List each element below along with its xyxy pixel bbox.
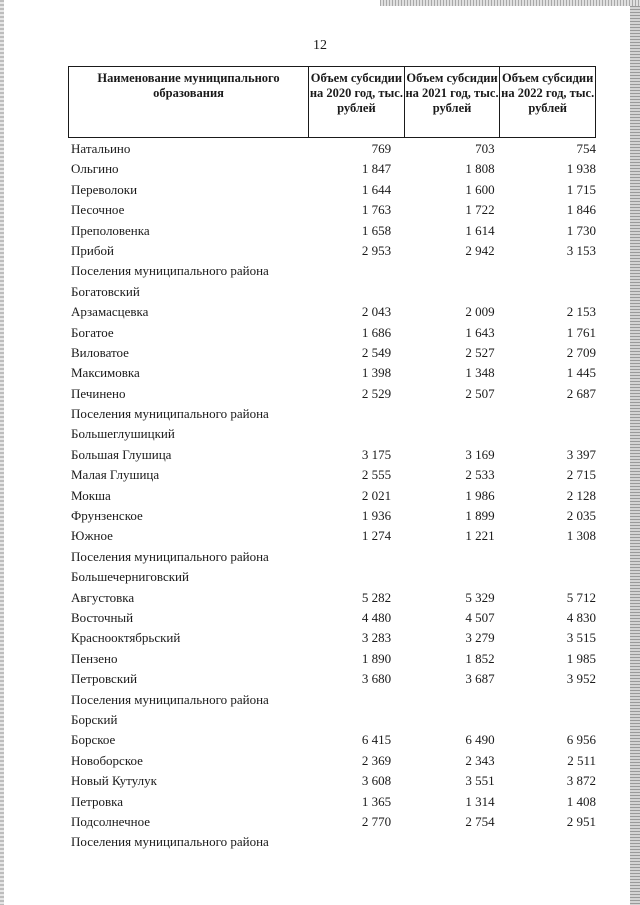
row-value-2022: 1 308 xyxy=(566,528,596,544)
row-name: Восточный xyxy=(71,609,134,625)
row-value-2021: 3 169 xyxy=(465,446,495,462)
row-value-2022: 2 951 xyxy=(566,813,596,829)
table-row xyxy=(68,302,596,322)
row-value-2020: 1 274 xyxy=(361,528,392,544)
row-value-2020: 2 529 xyxy=(361,385,392,401)
row-value-2022: 3 397 xyxy=(566,446,596,462)
row-value-2021: 3 279 xyxy=(465,630,495,646)
row-value-2022: 1 715 xyxy=(566,181,596,197)
table-row xyxy=(68,323,596,343)
header-2022: Объем субсидии на 2022 год, тыс. рублей xyxy=(499,67,595,137)
row-value-2020: 2 369 xyxy=(361,752,392,768)
scan-edge-top xyxy=(380,0,640,6)
row-name: Новоборское xyxy=(71,752,143,768)
row-value-2020: 1 658 xyxy=(361,222,392,238)
row-name: Большеглушицкий xyxy=(71,426,175,442)
row-value-2022: 2 153 xyxy=(566,304,596,320)
row-value-2022: 2 687 xyxy=(566,385,596,401)
row-name: Печинено xyxy=(71,385,126,401)
row-value-2022 xyxy=(501,710,596,730)
row-value-2021: 2 507 xyxy=(465,385,495,401)
row-value-2022: 2 715 xyxy=(566,467,596,483)
row-value-2021: 3 687 xyxy=(465,671,495,687)
row-value-2020: 2 770 xyxy=(361,813,392,829)
table-row xyxy=(68,628,596,648)
table-row xyxy=(68,526,596,546)
row-name: Преполовенка xyxy=(71,222,150,238)
table-row xyxy=(68,404,596,424)
table-row xyxy=(68,424,596,444)
row-value-2022: 3 515 xyxy=(566,630,596,646)
row-name: Поселения муниципального района xyxy=(71,406,269,422)
row-value-2021: 6 490 xyxy=(465,732,495,748)
row-value-2020: 2 043 xyxy=(361,304,392,320)
table-row xyxy=(68,159,596,179)
row-value-2022 xyxy=(501,282,596,302)
row-name: Поселения муниципального района xyxy=(71,834,269,850)
row-value-2020: 6 415 xyxy=(361,732,392,748)
scan-edge-right xyxy=(630,0,640,905)
row-value-2022: 1 445 xyxy=(566,365,596,381)
row-value-2022: 3 872 xyxy=(566,773,596,789)
row-value-2022: 1 985 xyxy=(566,650,596,666)
row-name: Борское xyxy=(71,732,116,748)
row-value-2020: 1 644 xyxy=(361,181,392,197)
row-name: Натальино xyxy=(71,141,131,156)
row-value-2021: 2 533 xyxy=(465,467,495,483)
row-name: Прибой xyxy=(71,242,114,258)
row-name: Поселения муниципального района xyxy=(71,691,269,707)
row-value-2021: 1 852 xyxy=(465,650,495,666)
row-name: Переволоки xyxy=(71,181,138,197)
row-value-2021 xyxy=(405,424,500,444)
row-value-2022 xyxy=(501,424,596,444)
table-row xyxy=(68,200,596,220)
table-row xyxy=(68,139,596,159)
row-value-2021: 1 221 xyxy=(465,528,495,544)
row-value-2021 xyxy=(405,282,500,302)
row-value-2022: 4 830 xyxy=(566,609,596,625)
row-name: Подсолнечное xyxy=(71,813,151,829)
row-value-2021: 2 343 xyxy=(465,752,495,768)
table-row xyxy=(68,363,596,383)
row-name: Пензено xyxy=(71,650,118,666)
table-row xyxy=(68,690,596,710)
row-value-2021: 1 348 xyxy=(465,365,495,381)
row-name: Богатовский xyxy=(71,283,140,299)
table-body xyxy=(68,139,596,853)
row-name: Фрунзенское xyxy=(71,508,143,524)
row-name: Максимовка xyxy=(71,365,140,381)
row-value-2021: 2 754 xyxy=(465,813,495,829)
row-value-2020 xyxy=(310,424,406,444)
row-value-2020 xyxy=(310,832,406,852)
row-value-2020: 769 xyxy=(371,141,392,156)
row-value-2021: 1 899 xyxy=(465,508,495,524)
row-value-2021: 2 009 xyxy=(465,304,495,320)
row-name: Поселения муниципального района xyxy=(71,548,269,564)
table-row xyxy=(68,832,596,852)
row-value-2021 xyxy=(405,567,500,587)
row-value-2022: 1 730 xyxy=(566,222,596,238)
row-name: Петровка xyxy=(71,793,124,809)
row-value-2022: 5 712 xyxy=(566,589,596,605)
row-value-2020: 1 365 xyxy=(361,793,392,809)
row-name: Мокша xyxy=(71,487,111,503)
row-value-2021: 3 551 xyxy=(465,773,495,789)
row-name: Краснооктябрьский xyxy=(71,630,181,646)
row-name: Петровский xyxy=(71,671,138,687)
row-value-2020: 1 398 xyxy=(361,365,392,381)
row-value-2020 xyxy=(310,261,406,281)
row-value-2020: 4 480 xyxy=(361,609,392,625)
row-value-2020: 1 686 xyxy=(361,324,392,340)
row-value-2022 xyxy=(501,547,596,567)
row-value-2021 xyxy=(405,404,500,424)
row-value-2021 xyxy=(405,547,500,567)
row-value-2020: 3 175 xyxy=(361,446,392,462)
row-value-2020: 1 847 xyxy=(361,161,392,177)
scan-edge-left xyxy=(0,0,4,905)
row-value-2022: 6 956 xyxy=(566,732,596,748)
table-row xyxy=(68,547,596,567)
row-name: Виловатое xyxy=(71,344,129,360)
row-value-2020 xyxy=(310,690,406,710)
row-value-2020 xyxy=(310,710,406,730)
row-value-2022: 3 153 xyxy=(566,242,596,258)
table-row xyxy=(68,751,596,771)
row-value-2020 xyxy=(310,282,406,302)
row-value-2022: 1 761 xyxy=(566,324,596,340)
row-value-2020 xyxy=(310,547,406,567)
table-row xyxy=(68,343,596,363)
table-row xyxy=(68,180,596,200)
row-name: Южное xyxy=(71,528,113,544)
table-row xyxy=(68,730,596,750)
header-2020: Объем субсидии на 2020 год, тыс. рублей xyxy=(308,67,404,137)
row-value-2022 xyxy=(501,690,596,710)
row-value-2020: 1 890 xyxy=(361,650,392,666)
row-name: Малая Глушица xyxy=(71,467,160,483)
row-value-2020: 1 763 xyxy=(361,202,392,218)
row-name: Борский xyxy=(71,711,118,727)
table-row xyxy=(68,649,596,669)
header-name: Наименование муниципального образования xyxy=(97,71,280,100)
row-name: Большечерниговский xyxy=(71,569,189,585)
row-value-2020 xyxy=(310,404,406,424)
row-name: Ольгино xyxy=(71,161,119,177)
row-name: Песочное xyxy=(71,202,125,218)
table-row xyxy=(68,506,596,526)
row-value-2022: 2 035 xyxy=(566,508,596,524)
row-value-2021: 1 643 xyxy=(465,324,495,340)
header-2021: Объем субсидии на 2021 год, тыс. рублей xyxy=(404,67,500,137)
row-value-2022 xyxy=(501,404,596,424)
row-value-2020: 2 549 xyxy=(361,344,392,360)
table-row xyxy=(68,241,596,261)
row-value-2022: 2 128 xyxy=(566,487,596,503)
row-name: Августовка xyxy=(71,589,135,605)
row-value-2020: 2 953 xyxy=(361,242,392,258)
table-row xyxy=(68,282,596,302)
row-value-2020 xyxy=(310,567,406,587)
table-row xyxy=(68,771,596,791)
row-value-2021: 703 xyxy=(475,141,495,156)
table-row xyxy=(68,445,596,465)
table-row xyxy=(68,221,596,241)
row-value-2022: 1 846 xyxy=(566,202,596,218)
row-value-2022: 1 938 xyxy=(566,161,596,177)
row-value-2020: 3 608 xyxy=(361,773,392,789)
row-value-2020: 1 936 xyxy=(361,508,392,524)
row-value-2022: 2 709 xyxy=(566,344,596,360)
table-row xyxy=(68,384,596,404)
row-value-2022: 754 xyxy=(576,141,596,156)
table-row xyxy=(68,588,596,608)
row-name: Большая Глушица xyxy=(71,446,172,462)
table-row xyxy=(68,608,596,628)
page-number: 12 xyxy=(313,38,327,53)
row-value-2021: 4 507 xyxy=(465,609,495,625)
table-row xyxy=(68,792,596,812)
table-header xyxy=(68,66,596,138)
row-value-2021: 1 808 xyxy=(465,161,495,177)
row-value-2021: 1 986 xyxy=(465,487,495,503)
row-value-2021: 1 722 xyxy=(465,202,495,218)
table-row xyxy=(68,486,596,506)
table-row xyxy=(68,710,596,730)
row-value-2021 xyxy=(405,710,500,730)
row-name: Арзамасцевка xyxy=(71,304,149,320)
row-value-2020: 2 021 xyxy=(361,487,392,503)
row-value-2021 xyxy=(405,261,500,281)
row-value-2020: 3 283 xyxy=(361,630,392,646)
row-value-2021 xyxy=(405,690,500,710)
row-value-2022: 3 952 xyxy=(566,671,596,687)
row-value-2020: 5 282 xyxy=(361,589,392,605)
table-row xyxy=(68,465,596,485)
row-value-2022 xyxy=(501,567,596,587)
table-row xyxy=(68,812,596,832)
row-name: Новый Кутулук xyxy=(71,773,157,789)
row-value-2022: 2 511 xyxy=(567,752,596,768)
row-value-2021: 2 942 xyxy=(465,242,495,258)
row-value-2021: 2 527 xyxy=(465,344,495,360)
row-value-2021: 1 600 xyxy=(465,181,495,197)
row-value-2022 xyxy=(501,832,596,852)
table-row xyxy=(68,669,596,689)
row-value-2021: 1 614 xyxy=(465,222,495,238)
row-value-2021 xyxy=(405,832,500,852)
table-row xyxy=(68,567,596,587)
table-row xyxy=(68,261,596,281)
row-name: Богатое xyxy=(71,324,114,340)
row-name: Поселения муниципального района xyxy=(71,263,269,279)
row-value-2020: 2 555 xyxy=(361,467,392,483)
row-value-2021: 5 329 xyxy=(465,589,495,605)
row-value-2020: 3 680 xyxy=(361,671,392,687)
row-value-2022 xyxy=(501,261,596,281)
row-value-2022: 1 408 xyxy=(566,793,596,809)
row-value-2021: 1 314 xyxy=(465,793,495,809)
